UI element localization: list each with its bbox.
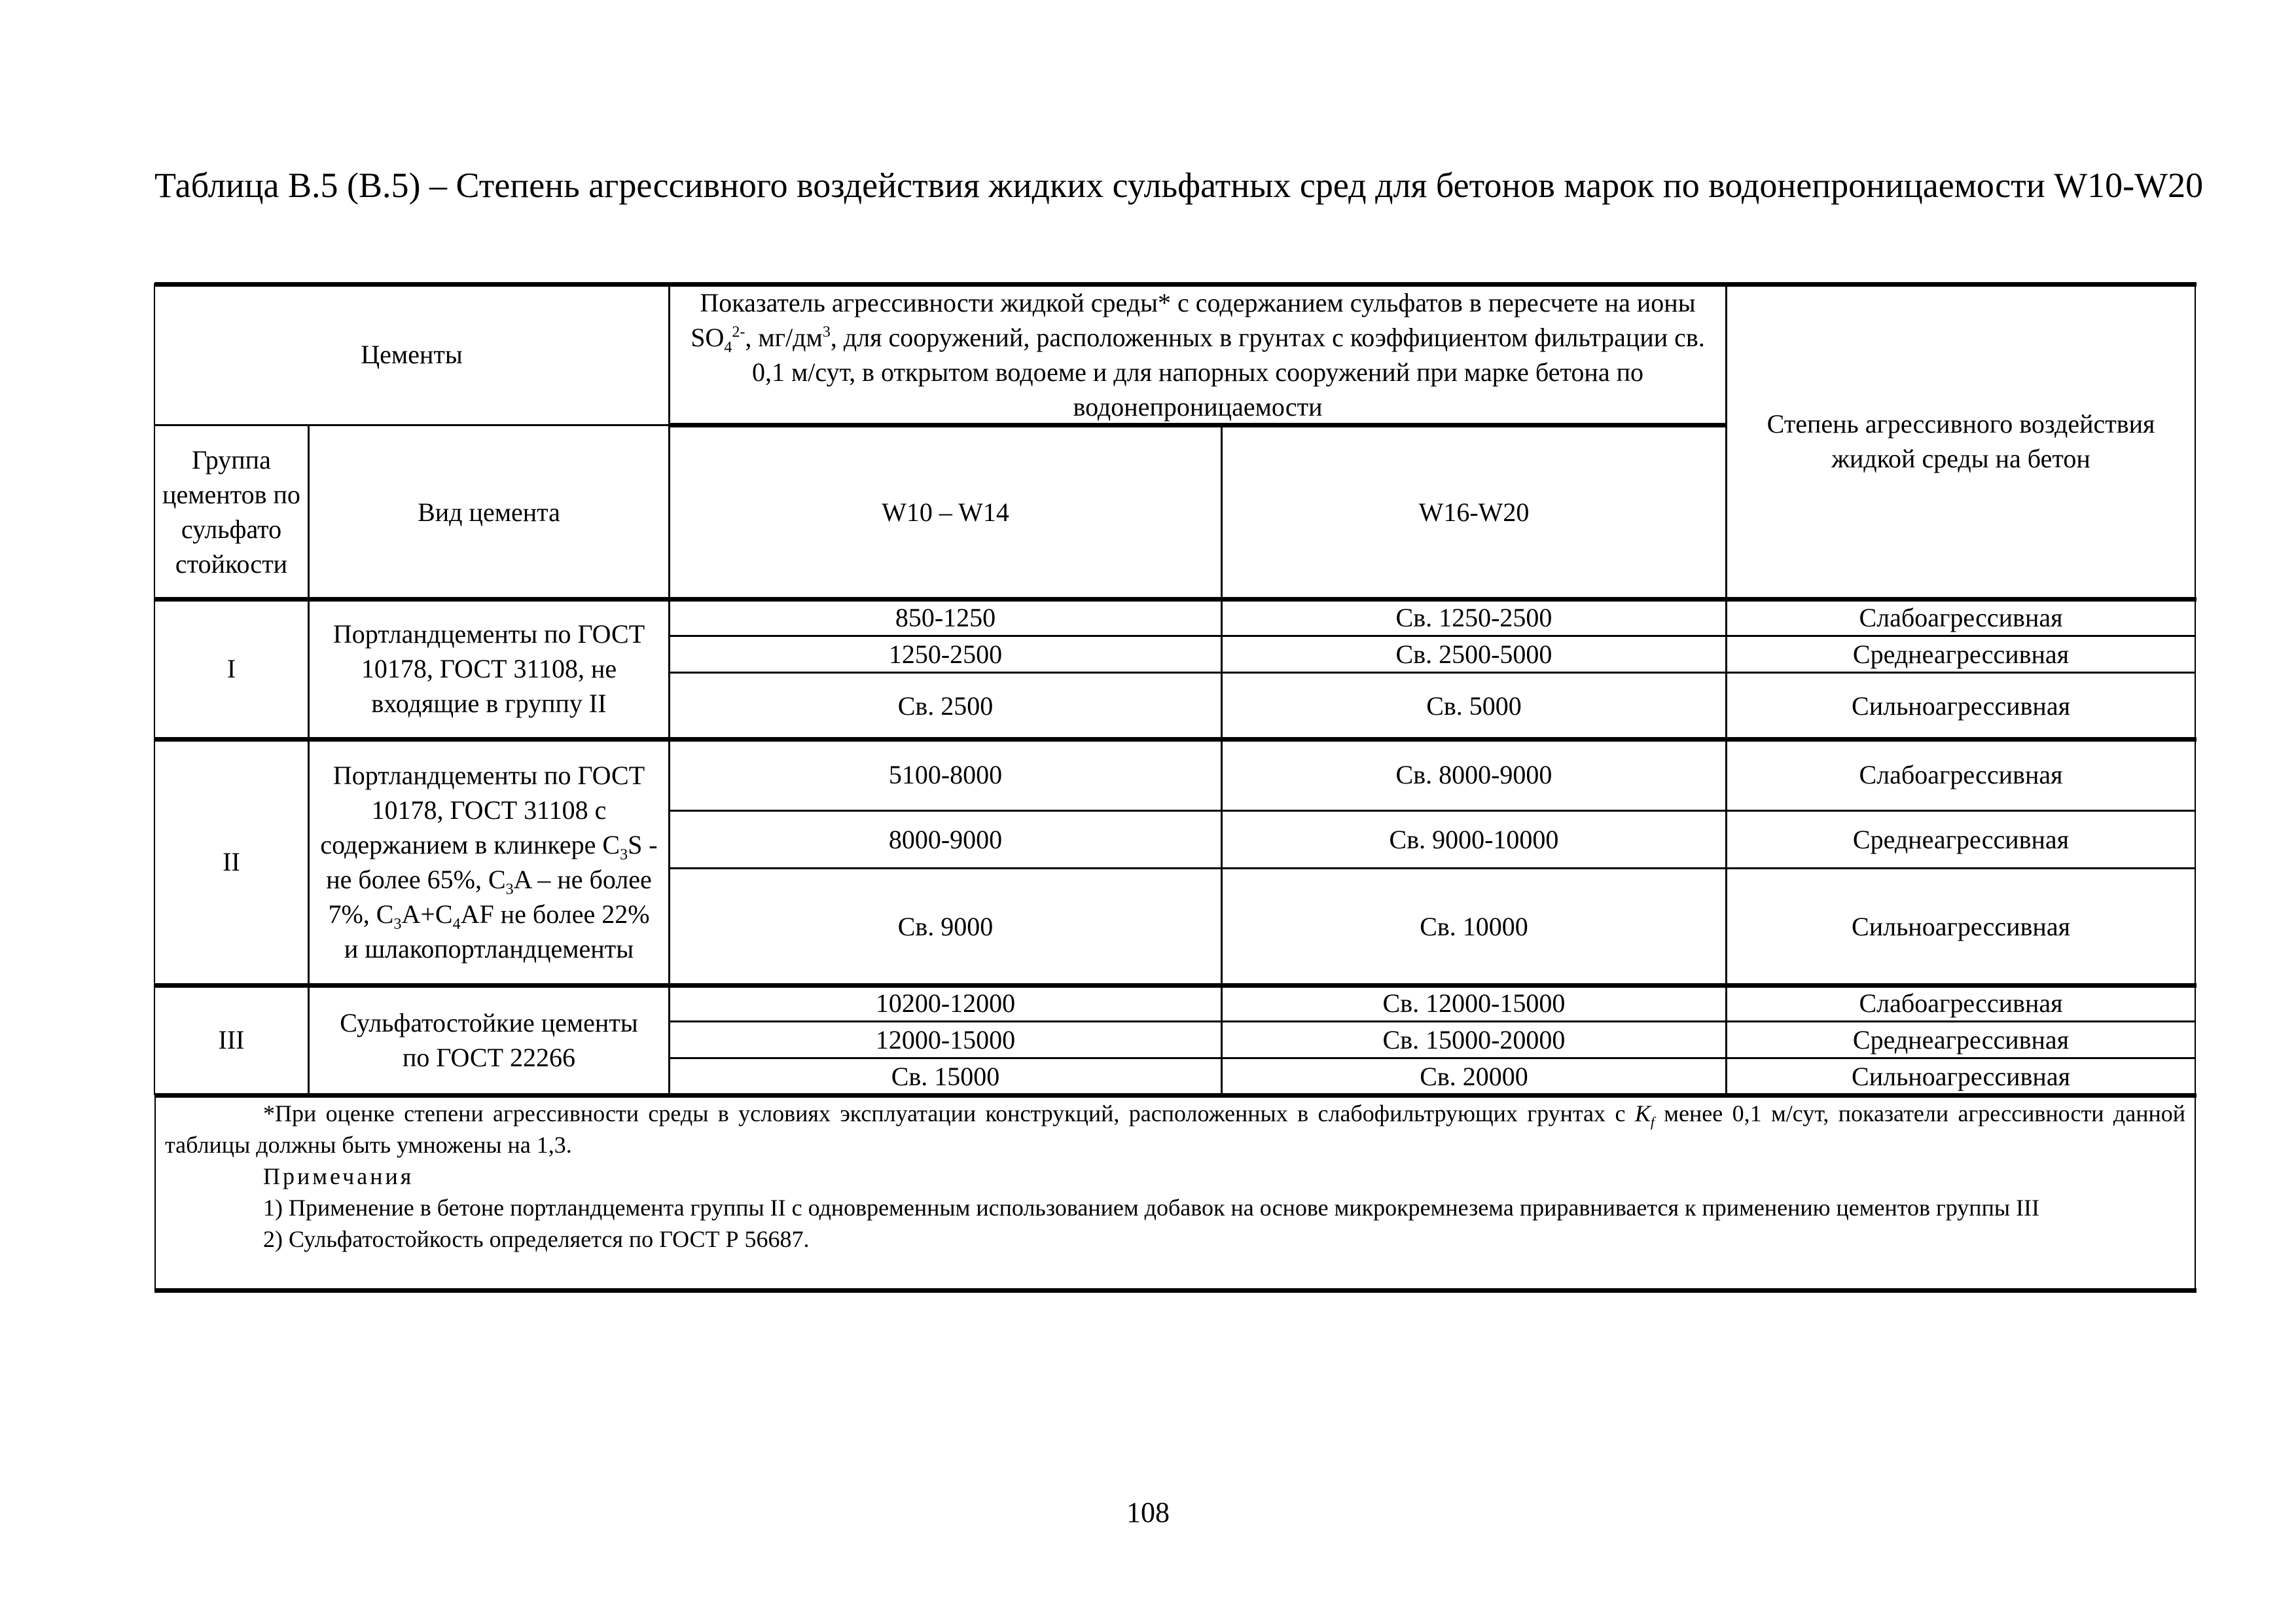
table-cell: Св. 9000 <box>669 868 1222 985</box>
header-type <box>308 425 670 599</box>
group-I-desc: Портландцементы по ГОСТ 10178, ГОСТ 31108, не входящие в группу II <box>308 598 670 739</box>
table-footnote <box>154 1095 2196 1291</box>
table-title: Таблица В.5 (В.5) – Степень агрессивного воздействия жидких сульфатных сред для бетонов марок по водонепроницаемости W10-W20 <box>154 166 2204 205</box>
table-cell: Слабоагрессивная <box>1726 738 2196 811</box>
rule <box>670 423 1727 427</box>
table-cell: 850-1250 <box>669 598 1222 636</box>
header-degree-label: Степень агрессивного воздействия жидкой среды на бетон <box>1767 409 2155 473</box>
group-III-name: III <box>154 984 309 1095</box>
table-cell: Св. 1250-2500 <box>1221 598 1727 636</box>
header-group-label: Группа цементов по сульфато стойкости <box>162 445 300 579</box>
note-1: 1) Применение в бетоне портландцемента группы II с одновременным использованием добавок на основе микрокремнезема приравнивается к применению цементов группы III <box>263 1195 2039 1221</box>
rule <box>154 1093 2197 1098</box>
header-w1-label: W10 – W14 <box>882 497 1009 527</box>
table-cell: Св. 10000 <box>1221 868 1727 985</box>
header-cements <box>154 283 670 425</box>
rule <box>154 983 2197 988</box>
table-cell: 8000-9000 <box>669 810 1222 869</box>
rule <box>154 597 2197 602</box>
table-cell: Св. 12000-15000 <box>1221 984 1727 1022</box>
note-2: 2) Сульфатостойкость определяется по ГОСТ Р 56687. <box>263 1226 810 1252</box>
rule <box>154 1288 2197 1293</box>
header-w2-label: W16-W20 <box>1418 497 1530 527</box>
table-cell: Св. 15000-20000 <box>1221 1021 1727 1058</box>
table-cell: Св. 15000 <box>669 1058 1222 1095</box>
group-II-name: II <box>154 738 309 985</box>
header-degree <box>1726 283 2196 599</box>
table-cell: Среднеагрессивная <box>1726 636 2196 673</box>
header-indicator <box>669 283 1727 425</box>
page-number: 108 <box>1126 1496 1170 1528</box>
group-II-desc: Портландцементы по ГОСТ 10178, ГОСТ 31108 с содержанием в клинкере $C_3S$ - не более 65%, $C_3A$ – не более 7%, $C_3A+C_4AF$ не более 22% и шлакопортландцементы <box>308 738 670 985</box>
table-cell: Св. 9000-10000 <box>1221 810 1727 869</box>
table-cell: 5100-8000 <box>669 738 1222 811</box>
table-cell: Среднеагрессивная <box>1726 1021 2196 1058</box>
table-cell: Слабоагрессивная <box>1726 598 2196 636</box>
header-type-label: Вид цемента <box>418 497 560 527</box>
table-cell: Св. 5000 <box>1221 672 1727 739</box>
table-cell: 10200-12000 <box>669 984 1222 1022</box>
notes-title: Примечания <box>263 1163 414 1189</box>
table-cell: Св. 2500 <box>669 672 1222 739</box>
table-cell: Сильноагрессивная <box>1726 672 2196 739</box>
table-cell: Св. 20000 <box>1221 1058 1727 1095</box>
header-w16-w20 <box>1221 425 1727 599</box>
table-cell: Слабоагрессивная <box>1726 984 2196 1022</box>
table-cell: Среднеагрессивная <box>1726 810 2196 869</box>
header-w10-w14 <box>669 425 1222 599</box>
header-indicator-text: Показатель агрессивности жидкой среды* с содержанием сульфатов в пересчете на ионы $SO_4^{2-}$, $мг/дм^3$, для сооружений, расположенных в грунтах с коэффициентом фильтрации св. 0,1 м/сут, в открытом водоеме и для напорных сооружений при марке бетона по водонепроницаемости <box>691 287 1705 422</box>
group-III-desc: Сульфатостойкие цементы по ГОСТ 22266 <box>308 984 670 1095</box>
group-I-name: I <box>154 598 309 739</box>
table-cell: Сильноагрессивная <box>1726 1058 2196 1095</box>
table-cell: Сильноагрессивная <box>1726 868 2196 985</box>
table-cell: Св. 2500-5000 <box>1221 636 1727 673</box>
table-cell: 12000-15000 <box>669 1021 1222 1058</box>
rule <box>154 282 2197 287</box>
table-cell: 1250-2500 <box>669 636 1222 673</box>
rule <box>154 737 2197 742</box>
header-group <box>154 425 309 599</box>
footnote-star: *При оценке степени агрессивности среды в условиях эксплуатации конструкций, расположенных в слабофильтрующих грунтах с $K_f$ менее 0,1 м/сут, показатели агрессивности данной таблицы должны быть умножены на 1,3. <box>165 1100 2186 1158</box>
table-cell: Св. 8000-9000 <box>1221 738 1727 811</box>
header-cements-label: Цементы <box>361 340 463 369</box>
